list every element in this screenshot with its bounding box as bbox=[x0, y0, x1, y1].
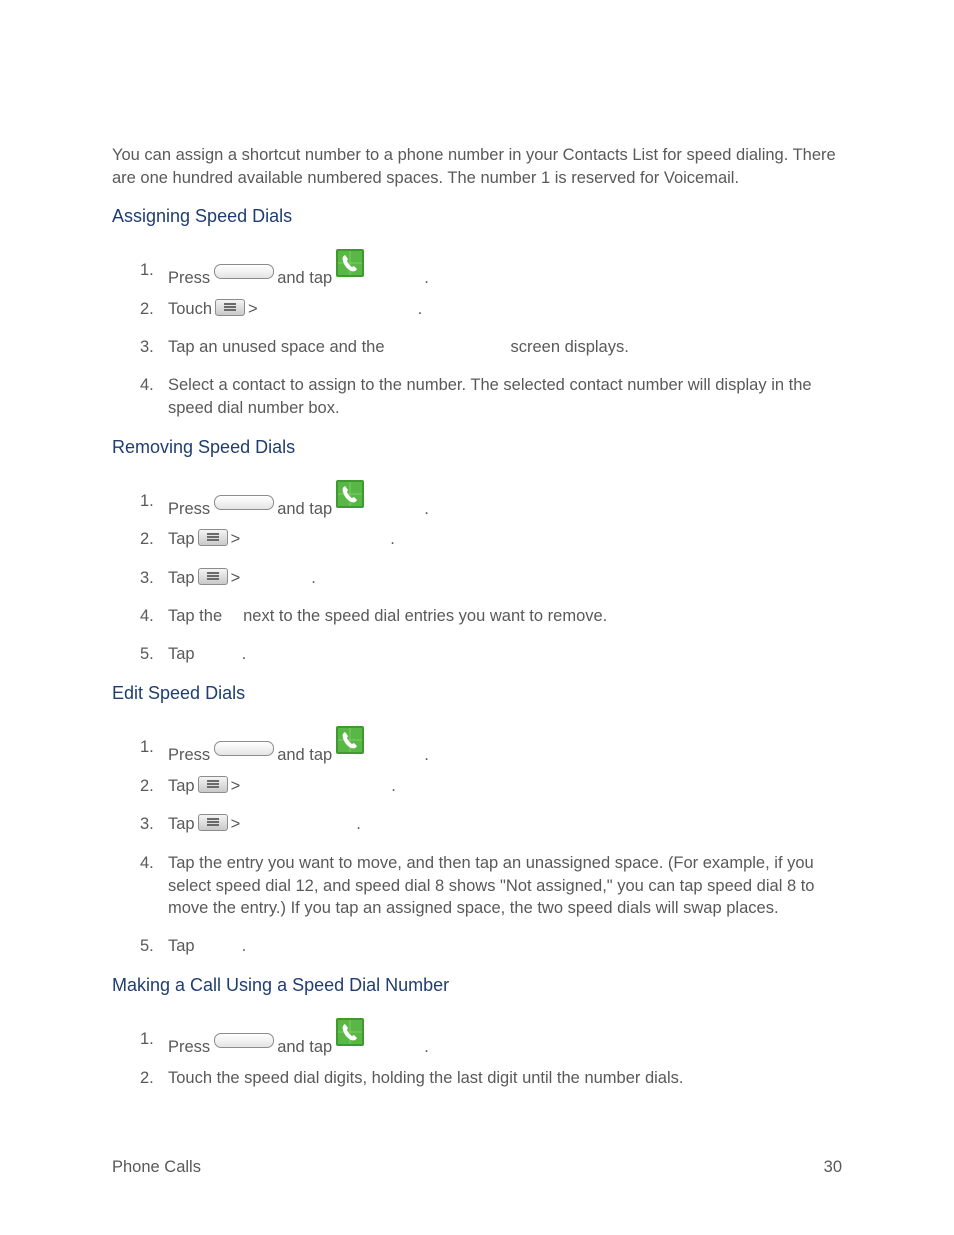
menu-key-icon bbox=[215, 299, 245, 316]
step-assign-2 bbox=[168, 298, 422, 321]
step-assign-4: Select a contact to assign to the number. The selected contact number will display in the speed dial number box. bbox=[168, 376, 812, 417]
step-number: 2. bbox=[140, 300, 154, 318]
step-text: > bbox=[230, 815, 241, 833]
step-text: Press bbox=[168, 500, 211, 518]
footer-page-number: 30 bbox=[823, 1158, 842, 1176]
home-key-icon bbox=[214, 741, 274, 756]
step-text: next to the speed dial entries you want to remove. bbox=[243, 607, 608, 625]
step-text: Tap bbox=[168, 530, 195, 548]
step-number: 5. bbox=[140, 937, 154, 955]
step-text: . bbox=[424, 269, 429, 287]
phone-app-icon bbox=[336, 480, 364, 508]
step-text: and tap bbox=[277, 500, 333, 518]
step-call-1 bbox=[168, 1018, 429, 1056]
step-edit-3 bbox=[168, 813, 361, 836]
step-number: 1. bbox=[140, 492, 154, 510]
step-text: . bbox=[424, 500, 429, 518]
phone-app-icon bbox=[336, 249, 364, 277]
phone-app-icon bbox=[336, 1018, 364, 1046]
step-number: 1. bbox=[140, 738, 154, 756]
step-remove-2 bbox=[168, 528, 395, 551]
step-text: Tap bbox=[168, 645, 195, 663]
step-text: . bbox=[424, 746, 429, 764]
step-text: . bbox=[417, 300, 423, 318]
step-number: 4. bbox=[140, 376, 154, 394]
step-edit-4: Tap the entry you want to move, and then tap an unassigned space. (For example, if you select speed dial 12, and speed dial 8 shows "Not assigned," you can tap speed dial 8 to move the entry.) If you tap an assigned space, the two speed dials will swap places. bbox=[168, 854, 815, 917]
step-number: 3. bbox=[140, 815, 154, 833]
phone-app-icon bbox=[336, 726, 364, 754]
step-text: Tap the bbox=[168, 607, 223, 625]
heading-assigning-speed-dials: Assigning Speed Dials bbox=[112, 206, 293, 226]
step-number: 3. bbox=[140, 338, 154, 356]
home-key-icon bbox=[214, 264, 274, 279]
step-call-2: Touch the speed dial digits, holding the last digit until the number dials. bbox=[168, 1069, 684, 1087]
step-number: 4. bbox=[140, 854, 154, 872]
intro-paragraph: You can assign a shortcut number to a phone number in your Contacts List for speed dialing. There are one hundred available numbered spaces. The number 1 is reserved for Voicemail. bbox=[112, 146, 836, 187]
step-text: . bbox=[424, 1038, 429, 1056]
step-number: 2. bbox=[140, 777, 154, 795]
step-text: Tap bbox=[168, 937, 195, 955]
step-text: and tap bbox=[277, 1038, 333, 1056]
step-text: and tap bbox=[277, 746, 333, 764]
step-text: Press bbox=[168, 269, 211, 287]
step-edit-2 bbox=[168, 775, 396, 798]
step-assign-3 bbox=[168, 336, 629, 359]
step-number: 5. bbox=[140, 645, 154, 663]
home-key-icon bbox=[214, 1033, 274, 1048]
step-text: > bbox=[230, 569, 241, 587]
step-text: and tap bbox=[277, 269, 333, 287]
step-text: Tap bbox=[168, 815, 195, 833]
step-text: screen displays. bbox=[510, 338, 629, 356]
step-text: Press bbox=[168, 746, 211, 764]
step-text: . bbox=[241, 937, 247, 955]
menu-key-icon bbox=[198, 568, 228, 585]
step-text: Tap an unused space and the bbox=[168, 338, 385, 356]
step-text: . bbox=[241, 645, 247, 663]
step-text: > bbox=[248, 300, 258, 318]
step-number: 2. bbox=[140, 1069, 154, 1087]
step-text: > bbox=[230, 530, 241, 548]
step-edit-5 bbox=[168, 935, 246, 958]
step-text: . bbox=[356, 815, 361, 833]
heading-making-a-call: Making a Call Using a Speed Dial Number bbox=[112, 975, 450, 995]
step-text: Tap bbox=[168, 569, 195, 587]
step-remove-3 bbox=[168, 567, 316, 590]
step-text: Tap bbox=[168, 777, 195, 795]
step-number: 1. bbox=[140, 261, 154, 279]
step-remove-1 bbox=[168, 480, 429, 518]
step-text: Touch bbox=[168, 300, 213, 318]
menu-key-icon bbox=[198, 814, 228, 831]
step-text: > bbox=[230, 777, 241, 795]
heading-edit-speed-dials: Edit Speed Dials bbox=[112, 683, 246, 703]
step-number: 1. bbox=[140, 1030, 154, 1048]
step-text: . bbox=[390, 530, 395, 548]
step-number: 4. bbox=[140, 607, 154, 625]
step-edit-1 bbox=[168, 726, 429, 764]
home-key-icon bbox=[214, 495, 274, 510]
menu-key-icon bbox=[198, 529, 228, 546]
step-number: 3. bbox=[140, 569, 154, 587]
step-text: . bbox=[391, 777, 396, 795]
step-number: 2. bbox=[140, 530, 154, 548]
step-remove-4 bbox=[168, 605, 607, 628]
step-remove-5 bbox=[168, 643, 246, 666]
step-text: . bbox=[311, 569, 316, 587]
step-text: Press bbox=[168, 1038, 211, 1056]
footer-section-name: Phone Calls bbox=[112, 1158, 201, 1176]
menu-key-icon bbox=[198, 776, 228, 793]
heading-removing-speed-dials: Removing Speed Dials bbox=[112, 437, 296, 457]
step-assign-1 bbox=[168, 249, 429, 287]
